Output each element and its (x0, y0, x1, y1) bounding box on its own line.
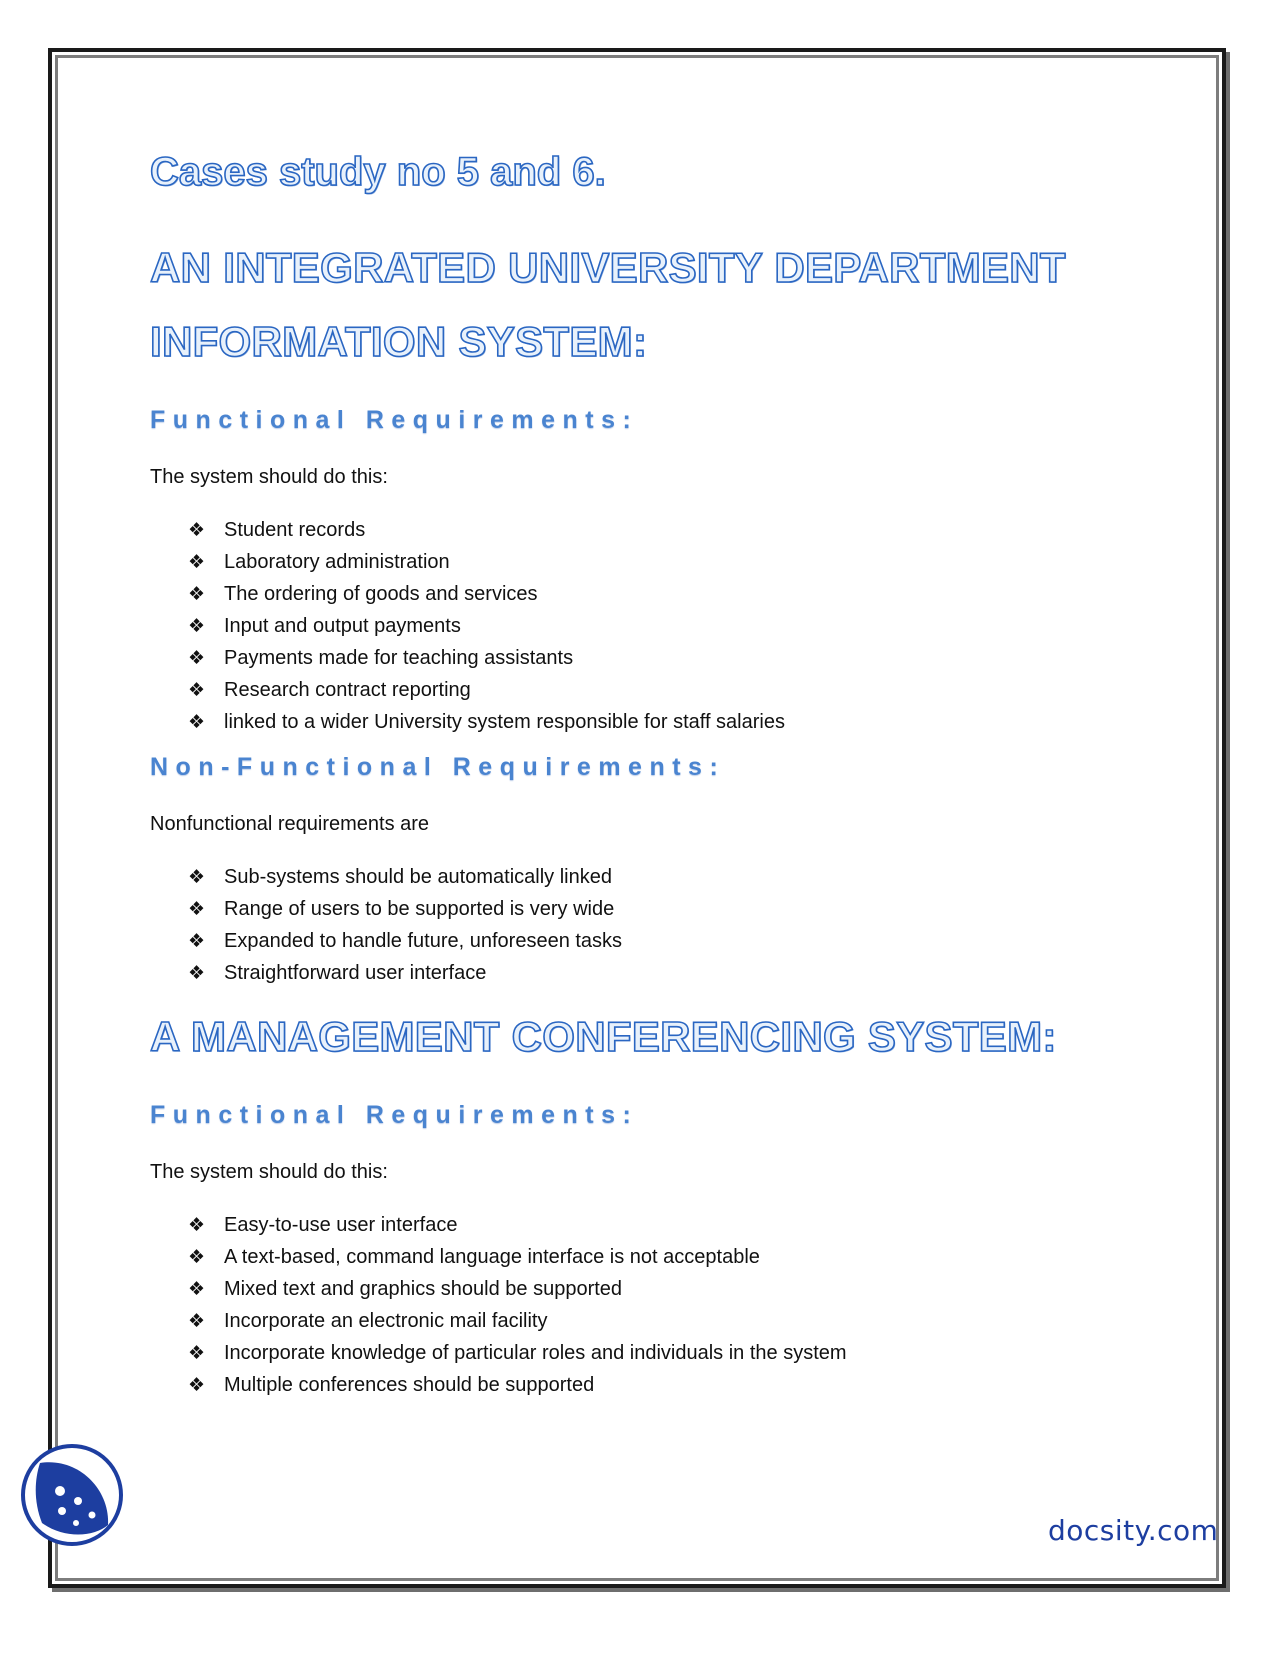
list-item (188, 546, 785, 578)
list-item (188, 1337, 847, 1369)
docsity-brand-text: docsity.com (1048, 1514, 1219, 1547)
bullet-icon: ❖ (188, 519, 206, 541)
list-item (188, 642, 785, 674)
docsity-logo-icon (20, 1443, 124, 1547)
list-item-text: Incorporate knowledge of particular roles and individuals in the system (224, 1342, 847, 1364)
list-item (188, 610, 785, 642)
list-item-text: Sub-systems should be automatically linked (224, 866, 612, 888)
section1-title-line2: INFORMATION SYSTEM: (150, 318, 648, 365)
section2-functional-intro: The system should do this: (150, 1161, 388, 1183)
list-item (188, 893, 622, 925)
list-item-text: The ordering of goods and services (224, 583, 538, 605)
bullet-icon: ❖ (188, 930, 206, 952)
section1-nonfunctional-intro: Nonfunctional requirements are (150, 813, 430, 835)
section1-title-line1: AN INTEGRATED UNIVERSITY DEPARTMENT (150, 244, 1066, 291)
section2-functional-list (188, 1209, 847, 1401)
section2-functional-heading: Functional Requirements: (150, 1101, 639, 1129)
list-item-text: linked to a wider University system responsible for staff salaries (224, 711, 785, 733)
section2-title: A MANAGEMENT CONFERENCING SYSTEM: (150, 1013, 1057, 1060)
bullet-icon: ❖ (188, 1246, 206, 1268)
bullet-icon: ❖ (188, 1374, 206, 1396)
bullet-icon: ❖ (188, 1278, 206, 1300)
bullet-icon: ❖ (188, 1214, 206, 1236)
bullet-icon: ❖ (188, 711, 206, 733)
list-item-text: Easy-to-use user interface (224, 1214, 458, 1236)
bullet-icon: ❖ (188, 551, 206, 573)
list-item (188, 1241, 847, 1273)
list-item (188, 578, 785, 610)
list-item-text: Range of users to be supported is very wide (224, 898, 615, 920)
list-item-text: A text-based, command language interface is not acceptable (224, 1246, 760, 1268)
section1-functional-heading: Functional Requirements: (150, 406, 639, 434)
list-item (188, 1305, 847, 1337)
list-item-text: Student records (224, 519, 366, 541)
section1-functional-intro: The system should do this: (150, 466, 388, 488)
list-item (188, 514, 785, 546)
section1-nonfunctional-heading: Non-Functional Requirements: (150, 753, 726, 781)
list-item (188, 957, 622, 989)
bullet-icon: ❖ (188, 866, 206, 888)
list-item-text: Straightforward user interface (224, 962, 487, 984)
bullet-icon: ❖ (188, 1342, 206, 1364)
bullet-icon: ❖ (188, 962, 206, 984)
bullet-icon: ❖ (188, 615, 206, 637)
bullet-icon: ❖ (188, 583, 206, 605)
list-item (188, 1369, 847, 1401)
bullet-icon: ❖ (188, 679, 206, 701)
list-item-text: Research contract reporting (224, 679, 471, 701)
list-item (188, 925, 622, 957)
list-item (188, 706, 785, 738)
section1-functional-list (188, 514, 785, 738)
list-item (188, 861, 622, 893)
bullet-icon: ❖ (188, 898, 206, 920)
list-item-text: Incorporate an electronic mail facility (224, 1310, 548, 1332)
list-item-text: Mixed text and graphics should be supported (224, 1278, 623, 1300)
bullet-icon: ❖ (188, 1310, 206, 1332)
list-item-text: Laboratory administration (224, 551, 450, 573)
list-item (188, 1209, 847, 1241)
list-item-text: Multiple conferences should be supported (224, 1374, 595, 1396)
list-item-text: Input and output payments (224, 615, 461, 637)
list-item (188, 674, 785, 706)
bullet-icon: ❖ (188, 647, 206, 669)
list-item-text: Payments made for teaching assistants (224, 647, 574, 669)
list-item-text: Expanded to handle future, unforeseen tasks (224, 930, 623, 952)
section1-nonfunctional-list (188, 861, 622, 989)
list-item (188, 1273, 847, 1305)
document-title: Cases study no 5 and 6. (150, 150, 606, 194)
